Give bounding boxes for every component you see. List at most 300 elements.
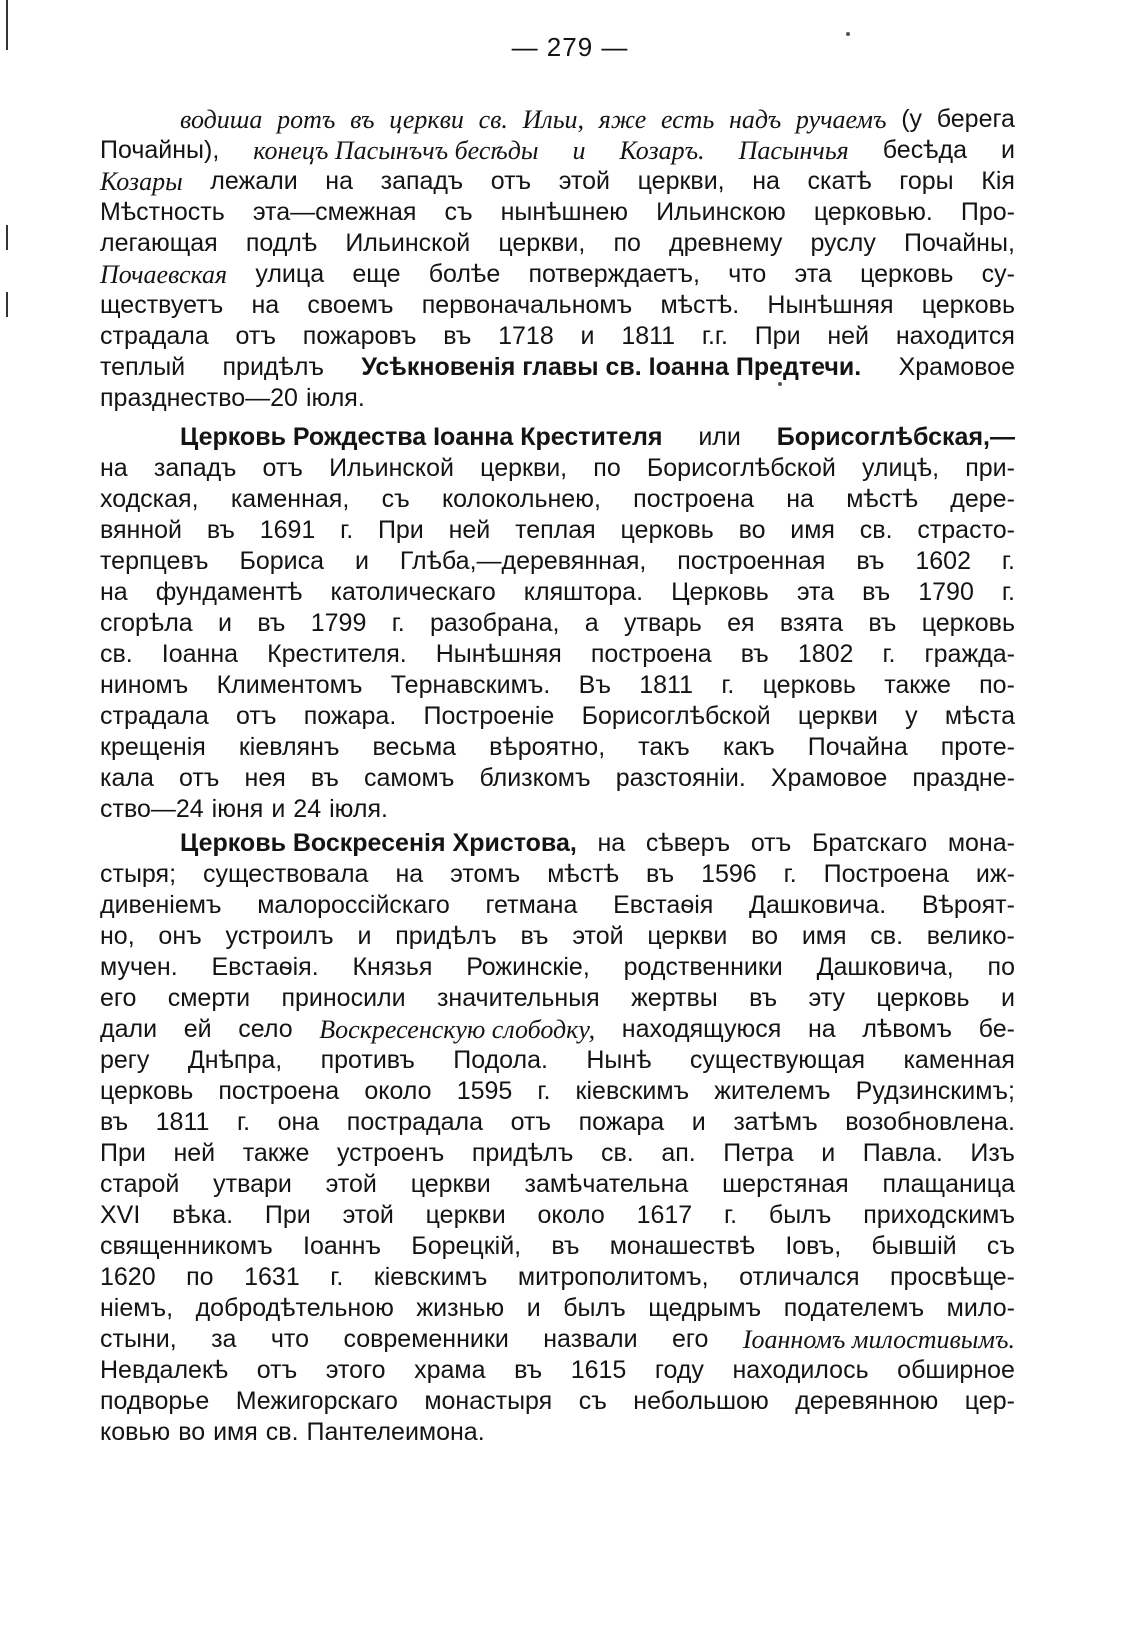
word: утвари [213, 1170, 292, 1198]
word: Подола. [453, 1046, 548, 1074]
text-line [100, 859, 1015, 890]
word: придѣлъ [395, 922, 497, 950]
word: съ [381, 485, 410, 513]
word: XVI [100, 1201, 141, 1229]
italic-text: Пасынчья [738, 136, 849, 165]
word: отъ [510, 1108, 551, 1136]
word: весьма [372, 733, 457, 761]
heading-text: Церковь Рождества Іоанна Крестителя [180, 423, 663, 451]
word: подлѣ [245, 229, 318, 257]
word: св. [859, 516, 893, 544]
word: г. [1001, 578, 1015, 606]
word: этой [325, 1170, 377, 1198]
word: Пантелеимона. [306, 1418, 485, 1446]
word: она [277, 1108, 320, 1136]
word: старой [100, 1170, 180, 1198]
word: по [613, 229, 641, 257]
word: построена [218, 1077, 340, 1105]
text-line [100, 383, 1015, 414]
word: этой [558, 167, 611, 195]
word: жизнью [416, 1294, 505, 1322]
word: Нынѣшняя [767, 291, 894, 319]
word: пострадала [346, 1108, 483, 1136]
text-line [100, 670, 1015, 701]
word: съ [986, 1232, 1015, 1260]
italic-text: въ [350, 105, 375, 134]
word: церковь [762, 671, 856, 699]
word: страдала [100, 322, 209, 350]
text-line [100, 1138, 1015, 1169]
word: ей [183, 1015, 212, 1043]
word: храма [414, 1356, 486, 1384]
text-line [100, 608, 1015, 639]
word: католическаго [330, 578, 496, 606]
word: Рудзинскимъ; [855, 1077, 1015, 1105]
word: кіевскимъ [373, 1263, 488, 1291]
word: улицѣ, [861, 454, 940, 482]
italic-text: Почаевская [100, 260, 228, 289]
word: св. [600, 1139, 634, 1167]
word: просвѣще- [890, 1263, 1015, 1291]
word: или [698, 423, 741, 451]
word: и [1000, 984, 1015, 1012]
word: около [537, 1201, 605, 1229]
word: церкви [425, 1201, 506, 1229]
word: г. [330, 1263, 344, 1291]
word: Нынѣшняя [435, 640, 562, 668]
word: Мѣстность [100, 198, 225, 226]
italic-text: и [572, 136, 586, 165]
word: мило- [946, 1294, 1015, 1322]
heading-text: Церковь Воскресенія Христова, [180, 829, 577, 857]
word: на [597, 829, 626, 857]
word: съ [444, 198, 473, 226]
word: назвали [543, 1325, 638, 1353]
word: лѣвомъ [862, 1015, 952, 1043]
word: добродѣтельною [195, 1294, 394, 1322]
word: регу [100, 1046, 150, 1074]
word: Глѣба,—деревянная, [399, 547, 647, 575]
word: ея [727, 609, 755, 637]
word: въ [443, 322, 472, 350]
word: священникомъ [100, 1232, 273, 1260]
word: Дашковича, [816, 953, 954, 981]
word: такъ [638, 733, 690, 761]
text-line [100, 1045, 1015, 1076]
text-line [100, 577, 1015, 608]
word: своемъ [307, 291, 394, 319]
word: ней [173, 1139, 216, 1167]
word: подворье [100, 1387, 210, 1415]
word: жителемъ [714, 1077, 831, 1105]
word: 1799 [310, 609, 367, 637]
word: этомъ [450, 860, 521, 888]
word: дали [100, 1015, 158, 1043]
word: древнему [668, 229, 783, 257]
word: 1617 [636, 1201, 693, 1229]
word: цер- [964, 1387, 1015, 1415]
word: св. [870, 922, 904, 950]
word: су- [981, 260, 1015, 288]
word: г. [882, 640, 896, 668]
italic-text: св. [478, 105, 508, 134]
word: г. [537, 1077, 551, 1105]
text-line [100, 352, 1015, 383]
word: отъ [490, 167, 532, 195]
word: бывшій [871, 1232, 957, 1260]
italic-text: яже [598, 105, 647, 134]
word: монашествѣ [609, 1232, 756, 1260]
italic-text: Ильи, [522, 105, 585, 134]
italic-text: ручаемъ [795, 105, 887, 134]
word: эта [794, 260, 832, 288]
word: Ильинскою [656, 198, 786, 226]
word: дере- [950, 485, 1015, 513]
word: около [364, 1077, 432, 1105]
word: за [211, 1325, 237, 1353]
word: г. [340, 516, 354, 544]
word: шерстяная [722, 1170, 849, 1198]
paragraph-1 [100, 104, 1015, 414]
margin-mark [6, 292, 8, 317]
word: г. [783, 860, 797, 888]
word: отъ [256, 1356, 298, 1384]
word: Крестителя. [267, 640, 407, 668]
word: этой [572, 922, 624, 950]
word: нынѣшнею [500, 198, 629, 226]
word: и [1001, 136, 1015, 164]
word: что [270, 1325, 309, 1353]
word: Храмовое [898, 353, 1015, 381]
word: иж- [975, 860, 1015, 888]
italic-text: конецъ Пасынъчъ бесѣды [253, 136, 539, 165]
word: мона- [947, 829, 1015, 857]
text-line [100, 1355, 1015, 1386]
word: отъ [236, 702, 277, 730]
word: г. [391, 609, 405, 637]
word: въ [206, 516, 235, 544]
word: въ [520, 922, 549, 950]
word: отъ [262, 454, 303, 482]
text-line [100, 422, 1015, 453]
word: Вѣроят- [921, 891, 1015, 919]
word: смерти [167, 984, 251, 1012]
word: что [728, 260, 767, 288]
word: разстояніи. [615, 764, 746, 792]
word: Храмовое [770, 764, 888, 792]
word: въ [856, 547, 885, 575]
text-line [100, 921, 1015, 952]
word: жертвы [631, 984, 718, 1012]
text-line [100, 983, 1015, 1014]
paragraph-2 [100, 422, 1015, 825]
word: въ [310, 764, 339, 792]
word: Невдалекѣ [100, 1356, 229, 1384]
word: по [987, 953, 1015, 981]
word: его [100, 984, 137, 1012]
word: на [325, 167, 354, 195]
word: страдала [100, 702, 209, 730]
italic-text: Воскресенскую слободку, [319, 1015, 596, 1044]
word: берега [936, 105, 1015, 133]
word: митрополитомъ, [517, 1263, 709, 1291]
word: гражда- [924, 640, 1015, 668]
word: Борисоглѣбской [646, 454, 836, 482]
word: на [395, 860, 424, 888]
word: легающая [100, 229, 218, 257]
word: церковью. [813, 198, 933, 226]
word: гетмана [485, 891, 578, 919]
text-line [100, 794, 1015, 825]
word: Рожинскіе, [466, 953, 590, 981]
word: и [357, 922, 372, 950]
word: церкви, [480, 454, 568, 482]
word: противъ [320, 1046, 415, 1074]
word: Петра [723, 1139, 794, 1167]
text-line [100, 639, 1015, 670]
word: плащаница [882, 1170, 1015, 1198]
word: Изъ [970, 1139, 1015, 1167]
paragraph-3 [100, 828, 1015, 1448]
word: стыни, [100, 1325, 177, 1353]
word: онъ [158, 922, 202, 950]
word: приходскимъ [863, 1201, 1015, 1229]
word: Евстаѳія. [211, 953, 319, 981]
word: стыря; [100, 860, 177, 888]
word: церковь [921, 609, 1015, 637]
word: празднество—20 [100, 384, 298, 412]
italic-text: Іоанномъ милостивымъ. [742, 1325, 1015, 1354]
word: проте- [940, 733, 1015, 761]
word: устроилъ [225, 922, 334, 950]
word: на [100, 454, 128, 482]
word: ходская, [100, 485, 199, 513]
word: пожаровъ [302, 322, 417, 350]
word: въ [646, 860, 675, 888]
word: 1790 [918, 578, 974, 606]
word: и [271, 795, 286, 823]
word: Іовъ, [785, 1232, 842, 1260]
word: бесѣда [882, 136, 968, 164]
word: руслу [810, 229, 876, 257]
word: Климентомъ [216, 671, 363, 699]
word: и [691, 1108, 706, 1136]
word: Бориса [239, 547, 325, 575]
word: но, [100, 922, 135, 950]
word: кала [100, 764, 154, 792]
word: и [218, 609, 232, 637]
word: щедрымъ [648, 1294, 762, 1322]
word: ство—24 [100, 795, 204, 823]
word: дивеніемъ [100, 891, 222, 919]
word: ниномъ [100, 671, 189, 699]
word: взята [779, 609, 843, 637]
word: значительныя [436, 984, 600, 1012]
word: также [242, 1139, 310, 1167]
word: мѣстѣ. [660, 291, 740, 319]
word: теплый [100, 353, 186, 381]
word: сѣверъ [645, 829, 731, 857]
text-line [100, 701, 1015, 732]
page-number: — 279 — [511, 32, 629, 62]
text-line [100, 890, 1015, 921]
word: замѣчательна [524, 1170, 689, 1198]
word: придѣлъ [222, 353, 325, 381]
word: въ [100, 1108, 129, 1136]
word: кіевлянъ [238, 733, 340, 761]
word: потверждаетъ, [528, 260, 700, 288]
text-line [100, 166, 1015, 197]
word: каменная [903, 1046, 1015, 1074]
text-line [100, 321, 1015, 352]
word: ществуетъ [100, 291, 224, 319]
word: При [754, 322, 801, 350]
word: ковью [100, 1418, 171, 1446]
word: св. [100, 640, 133, 668]
word: мѣстѣ [846, 485, 919, 513]
word: во [751, 922, 779, 950]
heading-text: Борисоглѣбская,— [776, 423, 1015, 451]
word: мѣста [944, 702, 1015, 730]
text-line [100, 1417, 1015, 1448]
word: былъ [768, 1201, 832, 1229]
word: на [807, 1015, 836, 1043]
word: затѣмъ [733, 1108, 818, 1136]
word: малороссійскаго [257, 891, 450, 919]
word: обширное [897, 1356, 1015, 1384]
word: Дашковича. [749, 891, 887, 919]
text-line [100, 732, 1015, 763]
word: 1596 [701, 860, 757, 888]
word: ней [827, 322, 870, 350]
text-line [100, 135, 1015, 166]
word: устроенъ [336, 1139, 445, 1167]
word: на [251, 291, 280, 319]
word: находящуюся [621, 1015, 782, 1043]
word: г. [721, 671, 735, 699]
word: этой [342, 1201, 394, 1229]
word: какъ [722, 733, 775, 761]
word: у [905, 702, 918, 730]
word: Почайна [807, 733, 908, 761]
word: нея [244, 764, 286, 792]
word: Построеніе [423, 702, 555, 730]
word: 1811 [639, 671, 694, 699]
text-line [100, 104, 1015, 135]
italic-text: надъ [729, 105, 782, 134]
word: Тернавскимъ. [390, 671, 551, 699]
word: на [100, 578, 128, 606]
word: Братскаго [811, 829, 928, 857]
word: терпцевъ [100, 547, 209, 575]
word: велико- [926, 922, 1015, 950]
word: небольшою [633, 1387, 769, 1415]
word: церковь [921, 291, 1015, 319]
word: по- [979, 671, 1015, 699]
word: Днѣпра, [187, 1046, 283, 1074]
word: родственники [623, 953, 783, 981]
word: кіевскимъ [575, 1077, 690, 1105]
word: церкви [410, 1170, 491, 1198]
word: церковь [620, 516, 714, 544]
word: Евстаѳія [613, 891, 714, 919]
word: Іоанна [161, 640, 239, 668]
word: кляштора. [523, 578, 644, 606]
word: еще [352, 260, 401, 288]
word: ней [448, 516, 491, 544]
word: Борисоглѣбской [581, 702, 771, 730]
word: лежали [210, 167, 298, 195]
italic-text: водиша [180, 105, 263, 134]
word: Въ [578, 671, 611, 699]
word: Павла. [862, 1139, 943, 1167]
word: горы [899, 167, 954, 195]
text-line [100, 197, 1015, 228]
word: Межигорскаго [235, 1387, 398, 1415]
word: іюня [211, 795, 264, 823]
word: утварь [624, 609, 702, 637]
word: имя [801, 922, 847, 950]
word: при- [965, 454, 1015, 482]
word: улица [255, 260, 325, 288]
word: подателемъ [783, 1294, 925, 1322]
italic-text: церкви [389, 105, 464, 134]
word: страсто- [917, 516, 1015, 544]
word: отъ [178, 764, 220, 792]
text-line [100, 1076, 1015, 1107]
text-line [100, 1014, 1015, 1045]
word: вянной [100, 516, 183, 544]
word: 1620 [100, 1263, 156, 1291]
word: церкви [647, 922, 728, 950]
word: Нынѣ [586, 1046, 652, 1074]
word: церкви, [637, 167, 725, 195]
word: существующая [689, 1046, 866, 1074]
word: церковь [876, 984, 970, 1012]
word: эта—смежная [252, 198, 417, 226]
word: въ [551, 1232, 580, 1260]
word: 1602 [915, 547, 971, 575]
word: близкомъ [479, 764, 591, 792]
word: Ильинской [329, 454, 455, 482]
word: и [526, 1294, 541, 1322]
text-line [100, 1231, 1015, 1262]
word: отличался [739, 1263, 860, 1291]
word: возобновлена. [845, 1108, 1015, 1136]
margin-mark [6, 225, 8, 250]
word: существовала [203, 860, 369, 888]
word: съ [578, 1387, 607, 1415]
word: построенная [677, 547, 826, 575]
word: современники [343, 1325, 509, 1353]
word: въ [868, 609, 897, 637]
word: во [738, 516, 766, 544]
word: имя [213, 1418, 258, 1446]
word: г. [237, 1108, 251, 1136]
word: При [264, 1201, 311, 1229]
word: Почайны, [903, 229, 1015, 257]
word: въ [862, 578, 891, 606]
word: г. [724, 1201, 738, 1229]
word: этого [325, 1356, 386, 1384]
word: разобрана, [430, 609, 560, 637]
word: іюля. [329, 795, 388, 823]
text-line [100, 484, 1015, 515]
word: св. [265, 1418, 299, 1446]
word: ап. [661, 1139, 696, 1167]
word: и [354, 547, 369, 575]
word: его [672, 1325, 709, 1353]
